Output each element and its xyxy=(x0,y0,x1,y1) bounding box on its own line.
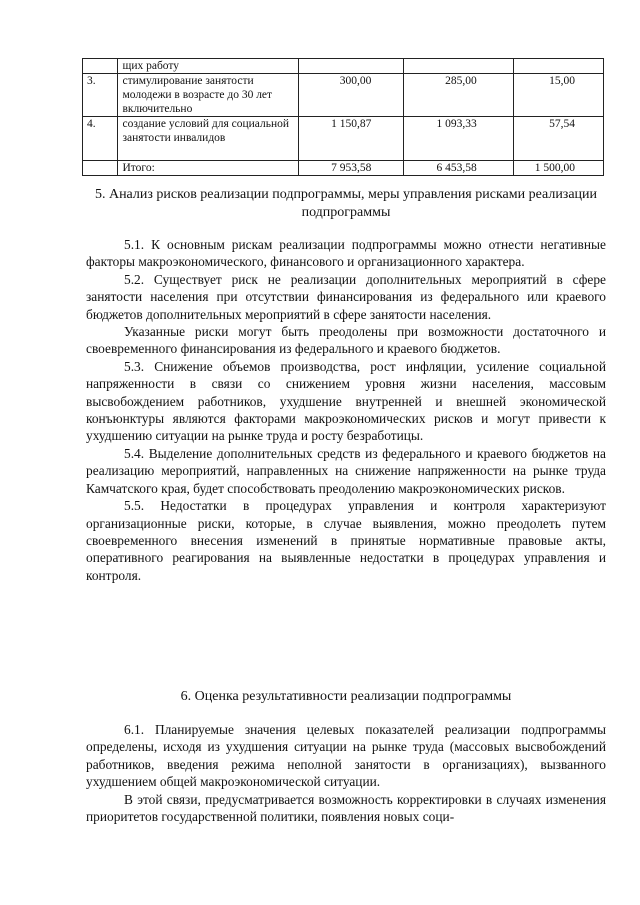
row-value-federal: 1 093,33 xyxy=(404,117,513,161)
row-name: создание условий для социальной занятости инвалидов xyxy=(118,117,298,161)
table-row xyxy=(83,117,604,161)
total-label: Итого: xyxy=(118,161,298,176)
row-value-regional: 57,54 xyxy=(513,117,603,161)
row-value-total: 300,00 xyxy=(298,74,403,117)
table-row xyxy=(83,74,604,117)
row-number: 3. xyxy=(83,74,118,117)
section-6-body xyxy=(86,721,606,825)
section-6-title: 6. Оценка результативности реализации подпрограммы xyxy=(180,689,512,704)
section-5-title: 5. Анализ рисков реализации подпрограммы, меры управления рисками реализации подпрограммы xyxy=(94,187,598,220)
row-value-total xyxy=(298,59,403,74)
paragraph: 5.5. Недостатки в процедурах управления и контроля характеризуют организационные риски, которые, в случае выявления, можно преодолеть путем своевременного внесения изменений в принятые нормативные правовые акты, оперативного реагирования на выявленные недостатки в процедурах управления и контроля. xyxy=(86,498,606,583)
row-name: щих работу xyxy=(118,59,298,74)
paragraph: 5.4. Выделение дополнительных средств из федерального и краевого бюджетов на реализацию мероприятий, направленных на снижение напряженности на рынке труда Камчатского края, будет способствовать преодолению макроэкономических рисков. xyxy=(86,445,606,496)
total-number-cell xyxy=(83,161,118,176)
total-value-total: 7 953,58 xyxy=(298,161,403,176)
total-value-federal: 6 453,58 xyxy=(404,161,513,176)
paragraph: 5.3. Снижение объемов производства, рост инфляции, усиление социальной напряженности в связи со снижением уровня жизни населения, массовым высвобождением работников, ухудшение внутренней и внешней экономической конъюнктуры являются факторами макроэкономических рисков и могут привести к ухудшению ситуации на рынке труда и росту безработицы. xyxy=(86,358,606,444)
paragraph: 6.1. Планируемые значения целевых показателей реализации подпрограммы определены, исходя из ухудшения ситуации на рынке труда (массовых высвобождений работников, введения режима неполной занятости в организациях), вызванного ухудшением общей макроэкономической ситуации. xyxy=(86,722,606,790)
row-number: 4. xyxy=(83,117,118,161)
paragraph: В этой связи, предусматривается возможность корректировки в случаях изменения приоритетов государственной политики, появления новых соци- xyxy=(86,791,606,825)
row-value-federal: 285,00 xyxy=(404,74,513,117)
paragraph: 5.2. Существует риск не реализации дополнительных мероприятий в сфере занятости населения при отсутствии финансирования из федерального или краевого бюджетов дополнительных мероприятий в сфере занятости населения. xyxy=(86,271,606,322)
table-row xyxy=(83,59,604,74)
paragraph: 5.1. К основным рискам реализации подпрограммы можно отнести негативные факторы макроэкономического, финансового и организационного характера. xyxy=(86,237,606,270)
row-value-regional xyxy=(513,59,603,74)
row-number xyxy=(83,59,118,74)
row-value-federal xyxy=(404,59,513,74)
row-value-regional: 15,00 xyxy=(513,74,603,117)
paragraph: Указанные риски могут быть преодолены при возможности достаточного и своевременного финансирования из федерального и краевого бюджетов. xyxy=(86,324,606,357)
total-value-regional: 1 500,00 xyxy=(513,161,603,176)
row-value-total: 1 150,87 xyxy=(298,117,403,161)
table-total-row xyxy=(83,161,604,176)
funding-table xyxy=(82,58,604,176)
section-5-body xyxy=(86,236,606,584)
row-name: стимулирование занятости молодежи в возрасте до 30 лет включительно xyxy=(118,74,298,117)
